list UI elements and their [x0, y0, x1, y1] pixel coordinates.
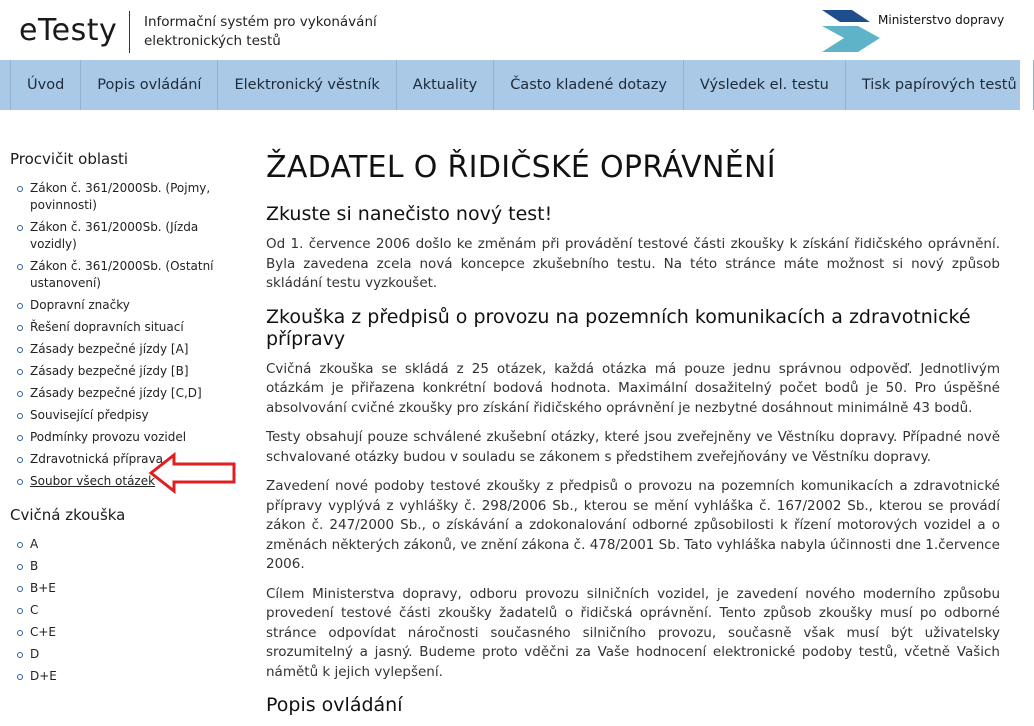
area-link-label[interactable]: Podmínky provozu vozidel [30, 430, 187, 444]
ministry-name[interactable]: Ministerstvo dopravy [878, 13, 1005, 27]
area-link-zasady-cd[interactable] [10, 385, 240, 402]
area-link-label[interactable]: Řešení dopravních situací [30, 320, 184, 334]
page-title: ŽADATEL O ŘIDIČSKÉ OPRÁVNĚNÍ [266, 150, 776, 185]
exam-link-ce[interactable] [10, 624, 240, 641]
area-link-predpisy[interactable] [10, 407, 240, 424]
exam-link-label[interactable]: B [30, 559, 39, 573]
nav-item-aktuality[interactable]: Aktuality [397, 60, 494, 110]
nav-item-uvod[interactable]: Úvod [10, 60, 81, 110]
exam-link-a[interactable] [10, 536, 240, 553]
exam-paragraph-4: Cílem Ministerstva dopravy, odboru provozu silničních vozidel, je zavedení nového moderního způsobu provedení testové části zkoušky žadatelů o řidičská oprávnění. Tento způsob zkoušky musí po odborné stránce odpovídat náročnosti současného silničního provozu, současně však musí být uživatelsky srozumitelný a jasný. Budeme proto vděčni za Vaše hodnocení elektronické podoby testů, včetně Vašich námětů k jejich vylepšení. [266, 585, 1000, 680]
area-link-label[interactable]: Dopravní značky [30, 298, 130, 312]
exam-link-label[interactable]: C+E [30, 625, 57, 639]
area-link-zasady-a[interactable] [10, 341, 240, 358]
area-link-jizda[interactable] [10, 219, 240, 253]
exam-link-be[interactable] [10, 580, 240, 597]
area-link-label[interactable]: Soubor všech otázek [30, 474, 156, 488]
nav-item-popis-ovladani[interactable]: Popis ovládání [81, 60, 218, 110]
area-link-znacky[interactable] [10, 297, 240, 314]
section-heading-try: Zkuste si nanečisto nový test! [266, 203, 553, 225]
exam-paragraph-2: Testy obsahují pouze schválené zkušební otázky, které jsou zveřejněny ve Věstníku dopravy. Případné nově schvalované otázky budou v souladu se zákonem s předstihem zveřejňovány ve Věstníku dopravy. [266, 429, 1000, 465]
section-heading-controls: Popis ovládání [266, 694, 403, 716]
main-content [266, 150, 1000, 726]
exam-paragraph-3: Zavedení nové podoby testové zkoušky z předpisů o provozu na pozemních komunikacích a zdravotnické přípravy vyplývá z vyhlášky č. 298/2006 Sb., kterou se mění vyhláška č. 167/2002 Sb., kterou se provádí zákon č. 247/2000 Sb., o získávání a zdokonalování odborné způsobilosti k řízení motorových vozidel a o změnách některých zákonů, ve znění zákona č. 478/2001 Sb. Tato vyhláška nabyla účinnosti dne 1.července 2006. [266, 478, 1000, 572]
nav-item-vysledek-testu[interactable]: Výsledek el. testu [684, 60, 846, 110]
ministry-logo-icon[interactable] [822, 8, 882, 54]
area-link-ostatni[interactable] [10, 258, 240, 292]
exam-link-c[interactable] [10, 602, 240, 619]
area-link-label[interactable]: Zákon č. 361/2000Sb. (Jízda vozidly) [30, 220, 199, 251]
site-header [0, 0, 1020, 60]
main-nav [0, 60, 1020, 110]
section-heading-exam: Zkouška z předpisů o provozu na pozemních komunikacích a zdravotnické přípravy [266, 305, 971, 350]
area-link-label[interactable]: Zásady bezpečné jízdy [B] [30, 364, 189, 378]
exam-link-b[interactable] [10, 558, 240, 575]
sidebar-heading-exam: Cvičná zkouška [10, 506, 126, 524]
area-link-zasady-b[interactable] [10, 363, 240, 380]
exam-link-de[interactable] [10, 668, 240, 685]
exam-link-label[interactable]: D+E [30, 669, 57, 683]
sidebar [10, 150, 240, 690]
site-logo[interactable]: eTesty [19, 13, 118, 48]
intro-paragraph: Od 1. července 2006 došlo ke změnám při provádění testové části zkoušky k získání řidičského oprávnění. Byla zavedena zcela nová koncepce zkušebního testu. Na této stránce máte možnost si nový způsob skládání testu vyzkoušet. [266, 236, 1000, 291]
nav-item-tisk-testu[interactable]: Tisk papírových testů [846, 60, 1034, 110]
area-link-pojmy[interactable] [10, 180, 240, 214]
logo-divider [129, 11, 130, 53]
exam-link-label[interactable]: B+E [30, 581, 56, 595]
nav-item-caste-dotazy[interactable]: Často kladené dotazy [494, 60, 684, 110]
area-link-podminky[interactable] [10, 429, 240, 446]
area-link-label[interactable]: Zákon č. 361/2000Sb. (Pojmy, povinnosti) [30, 181, 211, 212]
nav-item-elektronicky-vestnik[interactable]: Elektronický věstník [218, 60, 396, 110]
exam-list [10, 536, 240, 685]
area-link-label[interactable]: Související předpisy [30, 408, 149, 422]
exam-link-d[interactable] [10, 646, 240, 663]
exam-link-label[interactable]: A [30, 537, 39, 551]
exam-paragraph-1: Cvičná zkouška se skládá z 25 otázek, každá otázka má pouze jednu správnou odpověď. Jednotlivým otázkám je přiřazena konkrétní bodová hodnota. Maximální dosažitelný počet bodů je 50. Pro úspěšné absolvování cvičné zkoušky pro získání řidičského oprávnění je nezbytné dosáhnout minimálně 43 bodů. [266, 360, 1000, 416]
sidebar-heading-areas: Procvičit oblasti [10, 150, 129, 168]
exam-link-label[interactable]: D [30, 647, 40, 661]
left-arrow-annotation-icon [148, 452, 238, 494]
exam-link-label[interactable]: C [30, 603, 39, 617]
area-list [10, 180, 240, 490]
site-subtitle: Informační systém pro vykonávání elektronických testů [144, 14, 377, 49]
area-link-label[interactable]: Zdravotnická příprava [30, 452, 163, 466]
area-link-label[interactable]: Zásady bezpečné jízdy [C,D] [30, 386, 202, 400]
area-link-situace[interactable] [10, 319, 240, 336]
area-link-label[interactable]: Zákon č. 361/2000Sb. (Ostatní ustanovení) [30, 259, 214, 290]
area-link-label[interactable]: Zásady bezpečné jízdy [A] [30, 342, 189, 356]
